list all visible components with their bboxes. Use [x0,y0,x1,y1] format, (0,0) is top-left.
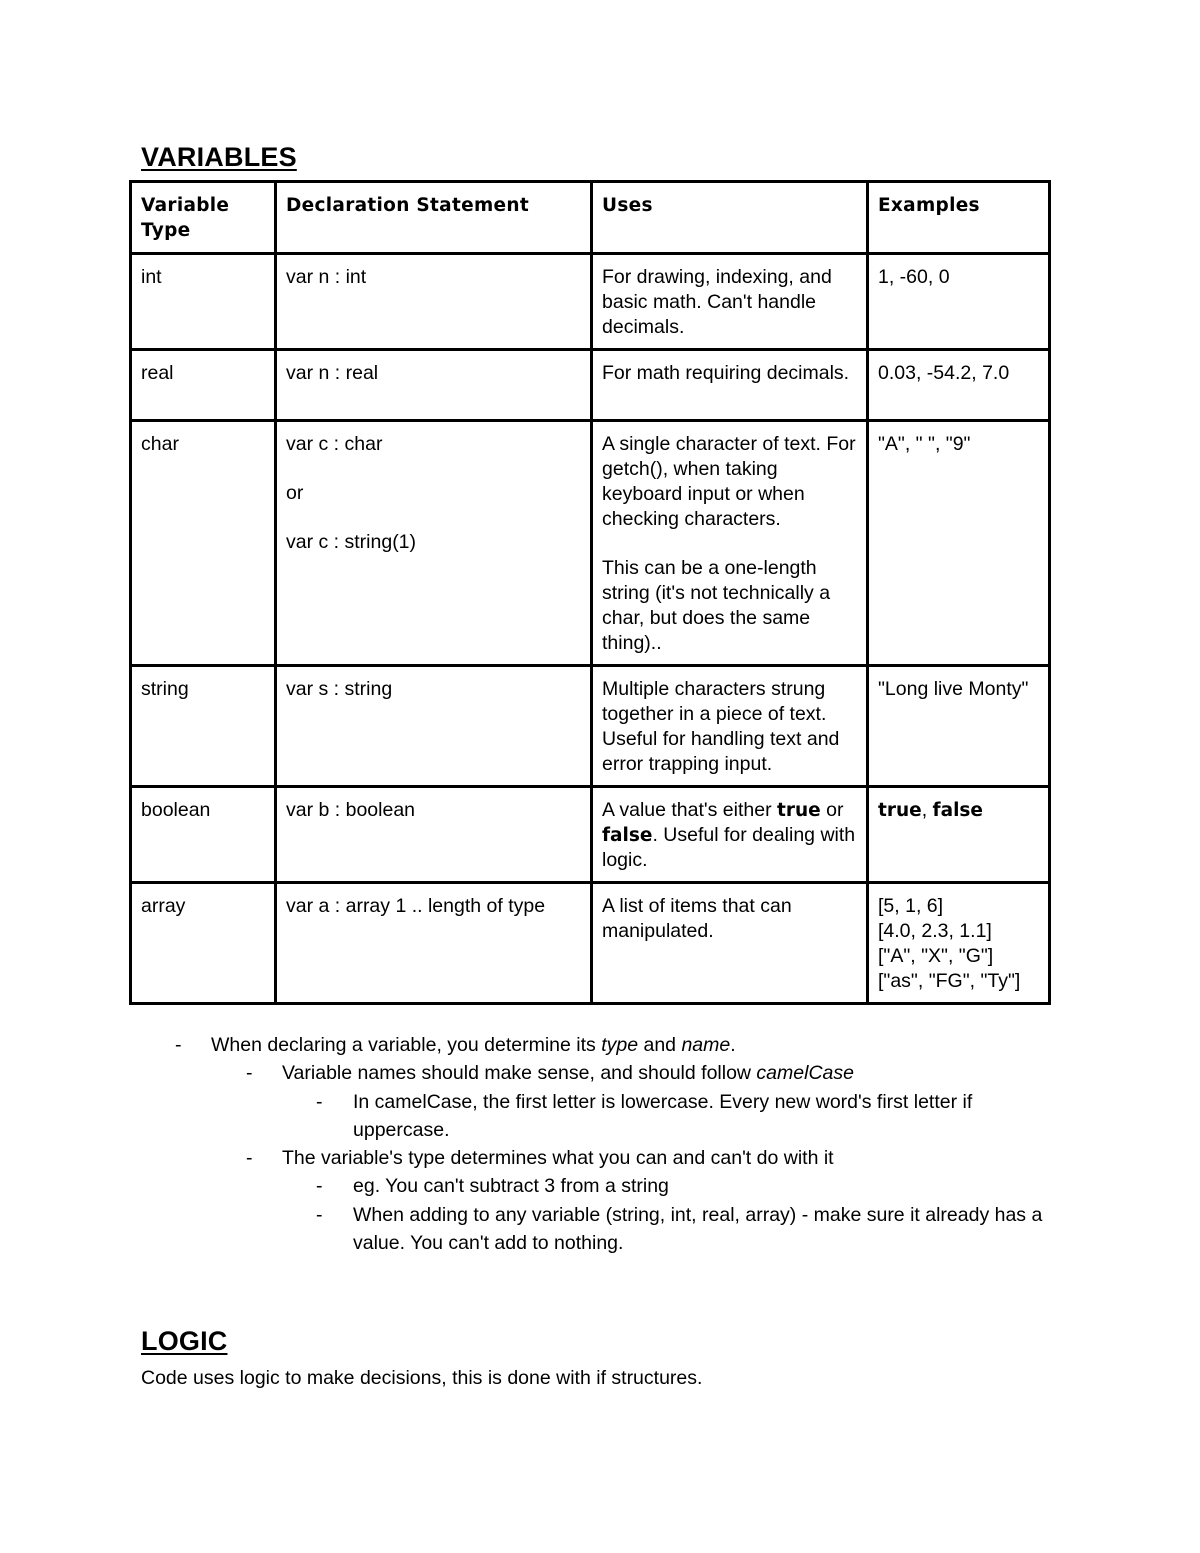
example-line: ["A", "X", "G"] [878,945,994,967]
cell-declaration [276,883,592,1004]
cell-type: boolean [131,787,276,883]
cell-uses [592,666,868,787]
cell-examples [868,787,1050,883]
example-line: 1, -60, 0 [878,266,950,288]
uses-text: A single character of text. For getch(), when taking keyboard input or when checking characters. [602,433,856,530]
declaration-line: var n : real [286,362,379,384]
cell-uses [592,421,868,666]
cell-examples [868,421,1050,666]
cell-type: array [131,883,276,1004]
variables-notes-list [0,1031,1200,1257]
variables-table [129,180,1051,1005]
list-item [0,1172,1200,1200]
table-header-row [131,182,1050,254]
italic-term: type [601,1034,639,1056]
list-item [0,1201,1200,1258]
bullet-text [282,1059,1082,1087]
header-examples: Examples [868,182,1050,254]
example-false: false [932,800,983,821]
uses-text: Multiple characters strung together in a piece of text. Useful for handling text and error trapping input. [602,678,851,775]
cell-uses [592,350,868,421]
italic-term: name [681,1034,731,1056]
declaration-line: var a : array 1 .. length of type [286,895,546,917]
cell-type: char [131,421,276,666]
uses-text: This can be a one-length string (it's not technically a char, but does the same thing).. [602,557,831,654]
italic-term: camelCase [756,1062,854,1085]
example-line: [4.0, 2.3, 1.1] [878,920,992,942]
cell-type: string [131,666,276,787]
example-line: [5, 1, 6] [878,895,944,917]
example-line: "A", " ", "9" [878,433,971,455]
table-row [131,254,1050,350]
declaration-line: var n : int [286,266,367,288]
cell-type: real [131,350,276,421]
example-line: ["as", "FG", "Ty"] [878,970,1021,992]
header-declaration-statement: Declaration Statement [276,182,592,254]
text-run: When declaring a variable, you determine its [211,1034,602,1056]
logic-heading: LOGIC [141,1326,228,1356]
table-row [131,883,1050,1004]
cell-declaration [276,350,592,421]
text-run: and [638,1034,682,1056]
cell-examples [868,666,1050,787]
table-row [131,787,1050,883]
bullet-dash: - [246,1062,253,1085]
cell-examples [868,254,1050,350]
cell-declaration [276,421,592,666]
cell-uses [592,254,868,350]
bullet-text: In camelCase, the first letter is lowercase. Every new word's first letter if uppercase. [353,1090,973,1141]
bullet-dash: - [316,1203,323,1226]
bullet-text [211,1031,1091,1059]
cell-examples [868,350,1050,421]
uses-text: For drawing, indexing, and basic math. Can't handle decimals. [602,266,832,338]
cell-declaration [276,254,592,350]
bullet-text: When adding to any variable (string, int, real, array) - make sure it already has a value. You can't add to nothing. [353,1203,1043,1255]
bullet-dash: - [316,1175,323,1198]
declaration-line: or [286,482,304,504]
keyword-false: false [602,825,653,846]
cell-declaration [276,666,592,787]
table-row [131,350,1050,421]
example-line: 0.03, -54.2, 7.0 [878,362,1010,384]
cell-uses [592,883,868,1004]
paragraph-gap [602,532,858,556]
list-item [0,1088,1200,1145]
declaration-line: var c : string(1) [286,531,417,553]
keyword-true: true [777,800,821,821]
cell-type: int [131,254,276,350]
uses-text: For math requiring decimals. [602,362,850,384]
list-item [0,1144,1200,1172]
logic-intro-text: Code uses logic to make decisions, this is done with if structures. [141,1367,703,1389]
example-true: true [878,800,922,821]
uses-text: A list of items that can manipulated. [602,895,792,942]
example-line: "Long live Monty" [878,678,1029,700]
declaration-line: var s : string [286,678,393,700]
bullet-dash: - [175,1034,182,1056]
bullet-text: eg. You can't subtract 3 from a string [353,1175,669,1198]
table-row [131,421,1050,666]
declaration-line: var b : boolean [286,799,416,821]
text-run: . [730,1034,736,1056]
bullet-dash: - [316,1090,323,1113]
list-item [0,1031,1200,1059]
cell-examples [868,883,1050,1004]
uses-text: or [820,799,844,821]
declaration-line: var c : char [286,433,383,455]
example-separator: , [921,799,933,821]
cell-declaration [276,787,592,883]
bullet-dash: - [246,1147,253,1170]
variables-heading: VARIABLES [141,142,297,172]
bullet-text: The variable's type determines what you can and can't do with it [282,1147,834,1170]
header-variable-type: Variable Type [131,182,276,254]
uses-text: . Useful for dealing with logic. [602,824,856,871]
list-item [0,1059,1200,1087]
header-uses: Uses [592,182,868,254]
text-run: Variable names should make sense, and should follow [282,1062,757,1085]
cell-uses [592,787,868,883]
table-row [131,666,1050,787]
uses-text: A value that's either [602,799,777,821]
